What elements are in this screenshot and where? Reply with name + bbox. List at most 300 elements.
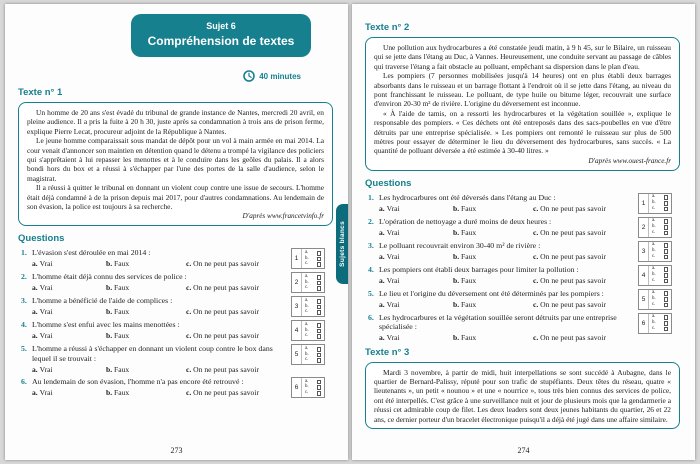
option-a[interactable] <box>379 228 453 237</box>
answer-letter: a. <box>652 314 656 320</box>
question-text: Les hydrocarbures et la végétation souillée seront détruits par une entreprise spécialisée : <box>379 312 617 332</box>
option-c[interactable] <box>533 204 606 213</box>
answer-checkbox[interactable] <box>664 219 669 224</box>
option-c[interactable] <box>186 388 259 397</box>
question-item <box>18 248 333 269</box>
answer-letter: c. <box>652 277 656 283</box>
subject-header <box>131 14 311 57</box>
answer-letter: b. <box>305 303 309 309</box>
answer-checkbox[interactable] <box>317 275 322 280</box>
option-letter: a. <box>379 275 387 285</box>
timer-label: 40 minutes <box>259 71 301 81</box>
answer-letter: c. <box>652 301 656 307</box>
answer-checkbox[interactable] <box>317 347 322 352</box>
answer-letter: c. <box>652 253 656 259</box>
question-number: 4. <box>21 320 27 330</box>
answer-checkbox[interactable] <box>317 334 322 339</box>
answer-box-number: 6 <box>292 378 302 397</box>
question-options <box>32 365 285 374</box>
answer-box-rows <box>649 218 671 237</box>
answer-letter: a. <box>652 242 656 248</box>
option-b[interactable] <box>106 283 186 292</box>
question-body <box>32 320 285 341</box>
question-item <box>18 272 333 293</box>
option-b[interactable] <box>106 307 186 316</box>
answer-checkbox[interactable] <box>664 231 669 236</box>
option-letter: b. <box>106 364 115 374</box>
answer-letter: a. <box>652 290 656 296</box>
answer-checkbox[interactable] <box>317 310 322 315</box>
answer-checkbox[interactable] <box>664 315 669 320</box>
option-a[interactable] <box>32 365 106 374</box>
question-body <box>32 377 285 398</box>
option-a[interactable] <box>32 388 106 397</box>
option-label: Faux <box>114 307 130 317</box>
option-letter: b. <box>106 283 115 293</box>
answer-row <box>305 262 321 267</box>
answer-checkbox[interactable] <box>664 321 669 326</box>
answer-checkbox[interactable] <box>317 323 322 328</box>
answer-checkbox[interactable] <box>664 201 669 206</box>
option-label: Faux <box>114 331 130 341</box>
answer-box-number: 6 <box>639 314 649 333</box>
answer-letter: b. <box>652 295 656 301</box>
answer-row <box>652 327 668 332</box>
answer-row <box>652 249 668 254</box>
answer-row <box>652 255 668 260</box>
answer-box <box>638 217 672 238</box>
question-number: 5. <box>21 344 27 354</box>
option-label: Vrai <box>386 333 400 343</box>
answer-letter: b. <box>652 247 656 253</box>
answer-checkbox[interactable] <box>317 251 322 256</box>
paragraph: Mardi 3 novembre, à partir de midi, huit interpellations se sont succédé à Aubagne, dans le quartier de Bernard-Palissy, réputé pour son trafic de stupéfiants. Deux têtes du réseau, quatre « lieutenants », un petit « nounou » et une « nourrice », tous très bien connus des services de police, ont été interpellés. C'est grâce à une surveillance nuit et jour de plusieurs mois que la gendarmerie a réussi cet admirable coup de filet. Les deux leaders sont deux jeunes habitants du quartier, 26 et 22 ans, ce dernier porteur d'un bracelet électronique puisqu'il a déjà été jugé dans une affaire similaire. <box>374 367 671 424</box>
question-item <box>365 193 680 214</box>
option-label: On ne peut pas savoir <box>193 364 259 374</box>
answer-checkbox[interactable] <box>664 243 669 248</box>
answer-box-number: 4 <box>292 321 302 340</box>
answer-checkbox[interactable] <box>317 305 322 310</box>
question-options <box>32 259 285 268</box>
question-text: Au lendemain de son évasion, l'homme n'a pas encore été retrouvé : <box>32 377 244 387</box>
source-credit: D'après www.ouest-france.fr <box>588 156 671 165</box>
answer-row <box>305 358 321 363</box>
option-b[interactable] <box>453 204 533 213</box>
answer-checkbox[interactable] <box>664 195 669 200</box>
option-letter: a. <box>32 259 40 269</box>
questions-heading-left: Questions <box>18 233 65 245</box>
answer-checkbox[interactable] <box>664 249 669 254</box>
question-body <box>32 296 285 317</box>
question-text: L'homme était déjà connu des services de police : <box>32 272 187 282</box>
question-item <box>365 313 680 343</box>
answer-letter: a. <box>652 218 656 224</box>
answer-box-number: 4 <box>639 266 649 285</box>
option-label: Vrai <box>386 251 400 261</box>
timer-badge <box>18 70 301 82</box>
answer-row <box>305 323 321 328</box>
paragraph: « À l'aide de tamis, on a ressorti les hydrocarbures et la végétation souillée », explique le responsable des pompiers. « Ces déchets ont été entreposés dans des sacs-poubelles en vue d'être détruits par une entreprise spécialisée. » Les pompiers ont remonté le ruisseau sur plus de 500 mètres pour essayer de déterminer le lieu du déversement des hydrocarbures, sans succès. « La quantité de polluant déversée a été estimée à 30-40 litres. » <box>374 108 671 156</box>
option-label: Vrai <box>386 275 400 285</box>
answer-row <box>305 299 321 304</box>
option-letter: c. <box>186 259 194 269</box>
option-letter: c. <box>186 388 194 398</box>
option-label: Faux <box>114 388 130 398</box>
option-label: Vrai <box>39 364 53 374</box>
answer-row <box>305 334 321 339</box>
option-label: Faux <box>114 364 130 374</box>
option-b[interactable] <box>453 333 533 342</box>
answer-row <box>305 275 321 280</box>
answer-checkbox[interactable] <box>317 299 322 304</box>
answer-box-rows <box>302 249 324 268</box>
question-body <box>379 265 632 286</box>
paragraph: Il a réussi à quitter le tribunal en donnant un violent coup contre une issue de secours. L'homme était déjà condamné à de la prison depuis mai 2017, pour d'autres condamnations. Au lendemain de son évasion, la police est toujours à sa recherche. <box>27 183 324 211</box>
option-a[interactable] <box>32 283 106 292</box>
option-label: Vrai <box>39 388 53 398</box>
texte-3-heading: Texte n° 3 <box>365 346 410 358</box>
option-label: Vrai <box>39 331 53 341</box>
question-number: 5. <box>368 288 374 298</box>
option-label: Vrai <box>39 307 53 317</box>
option-label: On ne peut pas savoir <box>540 251 606 261</box>
answer-letter: b. <box>305 255 309 261</box>
option-label: On ne peut pas savoir <box>193 331 259 341</box>
clock-icon <box>243 70 255 82</box>
question-item <box>365 217 680 238</box>
option-label: Vrai <box>39 283 53 293</box>
option-letter: b. <box>106 259 115 269</box>
question-options <box>32 388 285 397</box>
answer-row <box>305 347 321 352</box>
option-letter: a. <box>32 388 40 398</box>
answer-row <box>305 310 321 315</box>
answer-box-rows <box>302 378 324 397</box>
option-b[interactable] <box>106 388 186 397</box>
answer-letter: a. <box>305 273 309 279</box>
answer-box <box>638 193 672 214</box>
question-number: 2. <box>21 272 27 282</box>
question-item <box>365 265 680 286</box>
answer-checkbox[interactable] <box>664 291 669 296</box>
option-letter: c. <box>186 307 194 317</box>
option-label: On ne peut pas savoir <box>540 203 606 213</box>
page-number-left: 273 <box>170 446 183 455</box>
answer-checkbox[interactable] <box>664 279 669 284</box>
answer-box-number: 3 <box>639 242 649 261</box>
option-label: On ne peut pas savoir <box>540 299 606 309</box>
answer-checkbox[interactable] <box>317 262 322 267</box>
answer-letter: c. <box>305 389 309 395</box>
option-b[interactable] <box>453 276 533 285</box>
answer-letter: c. <box>652 229 656 235</box>
answer-letter: c. <box>305 333 309 339</box>
option-b[interactable] <box>453 228 533 237</box>
answer-box-rows <box>649 242 671 261</box>
question-item <box>18 296 333 317</box>
texte-2-heading: Texte n° 2 <box>365 22 410 33</box>
question-options <box>379 252 632 261</box>
option-label: Faux <box>114 283 130 293</box>
option-letter: a. <box>32 307 40 317</box>
answer-checkbox[interactable] <box>317 380 322 385</box>
question-text: Les hydrocarbures ont été déversés dans l'étang au Duc : <box>379 192 556 202</box>
option-b[interactable] <box>453 252 533 261</box>
questions-list-left <box>18 248 333 398</box>
answer-row <box>305 391 321 396</box>
option-b[interactable] <box>106 259 186 268</box>
answer-letter: b. <box>652 271 656 277</box>
answer-checkbox[interactable] <box>317 391 322 396</box>
question-number: 6. <box>368 312 374 322</box>
answer-letter: a. <box>305 378 309 384</box>
option-label: Vrai <box>386 203 400 213</box>
option-letter: a. <box>379 251 387 261</box>
option-a[interactable] <box>32 259 106 268</box>
answer-letter: b. <box>305 351 309 357</box>
answer-checkbox[interactable] <box>317 257 322 262</box>
option-letter: a. <box>32 364 40 374</box>
texte-2-box <box>365 37 680 171</box>
answer-box-number: 5 <box>639 290 649 309</box>
texte-1-heading: Texte n° 1 <box>18 87 63 98</box>
option-c[interactable] <box>186 283 259 292</box>
option-a[interactable] <box>32 331 106 340</box>
option-label: On ne peut pas savoir <box>193 259 259 269</box>
answer-checkbox[interactable] <box>664 297 669 302</box>
answer-letter: b. <box>652 319 656 325</box>
question-options <box>379 276 632 285</box>
question-text: L'homme a réussi à s'échapper en donnant un violent coup contre le box dans lequel il se trouvait : <box>32 344 273 363</box>
answer-box-number: 2 <box>639 218 649 237</box>
question-body <box>32 248 285 269</box>
option-letter: b. <box>453 333 462 343</box>
answer-checkbox[interactable] <box>664 225 669 230</box>
page-left-content <box>5 4 348 398</box>
option-label: Faux <box>461 203 477 213</box>
subject-title: Compréhension de textes <box>147 34 295 48</box>
question-text: Le lieu et l'origine du déversement ont été déterminés par les pompiers : <box>379 288 604 298</box>
option-c[interactable] <box>186 307 259 316</box>
answer-letter: b. <box>652 223 656 229</box>
source-credit: D'après www.francetvinfo.fr <box>242 212 324 221</box>
option-a[interactable] <box>379 333 453 342</box>
option-b[interactable] <box>106 331 186 340</box>
option-label: Faux <box>461 251 477 261</box>
page-number-right: 274 <box>517 446 530 455</box>
option-letter: b. <box>453 275 462 285</box>
answer-checkbox[interactable] <box>664 255 669 260</box>
option-letter: a. <box>379 227 387 237</box>
option-a[interactable] <box>379 276 453 285</box>
option-letter: b. <box>453 299 462 309</box>
option-c[interactable] <box>186 259 259 268</box>
answer-box <box>291 296 325 317</box>
option-letter: b. <box>453 203 462 213</box>
answer-letter: a. <box>305 345 309 351</box>
question-item <box>365 289 680 310</box>
option-label: Vrai <box>386 299 400 309</box>
option-letter: b. <box>106 388 115 398</box>
answer-letter: c. <box>305 357 309 363</box>
answer-checkbox[interactable] <box>317 353 322 358</box>
option-letter: b. <box>106 331 115 341</box>
page-left <box>5 4 348 460</box>
option-letter: a. <box>379 333 387 343</box>
question-body <box>379 289 632 310</box>
option-letter: c. <box>533 275 541 285</box>
answer-checkbox[interactable] <box>317 329 322 334</box>
question-options <box>32 307 285 316</box>
answer-row <box>652 297 668 302</box>
answer-box-number: 3 <box>292 297 302 316</box>
answer-checkbox[interactable] <box>317 286 322 291</box>
option-c[interactable] <box>533 333 606 342</box>
option-a[interactable] <box>379 204 453 213</box>
option-label: Vrai <box>386 227 400 237</box>
option-c[interactable] <box>533 252 606 261</box>
option-a[interactable] <box>32 307 106 316</box>
paragraph: Une pollution aux hydrocarbures a été constatée jeudi matin, à 9 h 45, sur le Bilaire, un ruisseau qui se jette dans l'étang au Duc, à Vannes. Heureusement, une conduite servant au passage de câbles qui traverse l'étang a fait obstacle au polluant, empêchant sa dispersion dans le plan d'eau. <box>374 43 671 71</box>
answer-row <box>652 207 668 212</box>
question-number: 1. <box>368 192 374 202</box>
answer-box <box>638 265 672 286</box>
option-c[interactable] <box>533 276 606 285</box>
answer-letter: b. <box>305 279 309 285</box>
answer-box <box>291 248 325 269</box>
option-a[interactable] <box>379 252 453 261</box>
answer-letter: c. <box>305 285 309 291</box>
question-text: L'homme a bénéficié de l'aide de complices : <box>32 296 173 306</box>
answer-box <box>291 377 325 398</box>
option-letter: a. <box>379 299 387 309</box>
option-letter: a. <box>32 331 40 341</box>
question-text: L'opération de nettoyage a duré moins de deux heures : <box>379 216 552 226</box>
question-number: 2. <box>368 216 374 226</box>
paragraph: Le jeune homme comparaissait sous mandat de dépôt pour un vol à main armée en mai 2014. La cour venait d'annoncer son maintien en détention quand le détenu a trompé la vigilance des policiers qui s'apprêtaient à lui repasser les menottes et à le conduire dans les geôles du palais. Il a alors bondi hors du box et a réussi à s'échapper par l'une des portes de la salle d'audience, selon le magistrat. <box>27 136 324 183</box>
paragraph: Un homme de 20 ans s'est évadé du tribunal de grande instance de Nantes, mercredi 20 avril, en pleine audience. Il a pris la fuite à 20 h 30, juste après sa condamnation à trois ans de prison ferme, explique Pierre Lecat, procureur adjoint de la République à Nantes. <box>27 108 324 136</box>
option-letter: b. <box>453 251 462 261</box>
answer-checkbox[interactable] <box>317 385 322 390</box>
side-tab-label: Sujets blancs <box>338 221 346 267</box>
answer-checkbox[interactable] <box>317 281 322 286</box>
answer-box <box>638 241 672 262</box>
option-label: Vrai <box>39 259 53 269</box>
question-options <box>32 283 285 292</box>
answer-row <box>652 201 668 206</box>
answer-checkbox[interactable] <box>317 358 322 363</box>
question-body <box>32 344 285 374</box>
answer-row <box>305 286 321 291</box>
question-text: L'évasion s'est déroulée en mai 2014 : <box>32 248 151 258</box>
option-letter: a. <box>32 283 40 293</box>
question-item <box>365 241 680 262</box>
answer-letter: a. <box>652 266 656 272</box>
answer-box <box>291 344 325 365</box>
answer-box-number: 2 <box>292 273 302 292</box>
option-letter: c. <box>533 203 541 213</box>
answer-checkbox[interactable] <box>664 273 669 278</box>
question-body <box>379 217 632 238</box>
option-a[interactable] <box>379 300 453 309</box>
question-number: 4. <box>368 264 374 274</box>
question-number: 6. <box>21 377 27 387</box>
option-letter: c. <box>533 227 541 237</box>
page-right <box>352 4 695 460</box>
option-label: On ne peut pas savoir <box>193 307 259 317</box>
option-c[interactable] <box>533 228 606 237</box>
answer-letter: b. <box>652 199 656 205</box>
option-c[interactable] <box>186 365 259 374</box>
answer-letter: c. <box>652 205 656 211</box>
answer-box-rows <box>649 194 671 213</box>
question-options <box>379 228 632 237</box>
page-right-content <box>352 4 695 429</box>
answer-box <box>638 313 672 334</box>
question-number: 3. <box>368 240 374 250</box>
answer-checkbox[interactable] <box>664 207 669 212</box>
option-label: Faux <box>461 227 477 237</box>
answer-letter: c. <box>305 261 309 267</box>
option-letter: c. <box>186 364 194 374</box>
answer-letter: a. <box>305 321 309 327</box>
texte-1-box <box>18 102 333 226</box>
option-label: Faux <box>461 299 477 309</box>
answer-letter: a. <box>652 194 656 200</box>
question-body <box>32 272 285 293</box>
question-options <box>32 331 285 340</box>
question-body <box>379 313 632 343</box>
option-c[interactable] <box>186 331 259 340</box>
option-label: Faux <box>461 275 477 285</box>
option-letter: b. <box>453 227 462 237</box>
side-tab[interactable] <box>336 204 348 284</box>
question-options <box>379 204 632 213</box>
question-item <box>18 344 333 374</box>
subject-label: Sujet 6 <box>206 21 236 31</box>
option-label: Faux <box>114 259 130 269</box>
paragraph: Les pompiers (7 personnes mobilisées jusqu'à 14 heures) ont en plus établi deux barrages absorbants dans le ruisseau et un barrage flottant à l'endroit où il se jette dans l'étang, au niveau du pont franchissant le ruisseau. Le polluant, de type huile ou bitume léger, recouvrait une surface d'environ 20-30 m² de rivière. L'origine du déversement est inconnue. <box>374 71 671 109</box>
answer-box-rows <box>302 321 324 340</box>
option-label: Faux <box>461 333 477 343</box>
answer-letter: a. <box>305 297 309 303</box>
answer-row <box>652 279 668 284</box>
option-label: On ne peut pas savoir <box>540 333 606 343</box>
answer-letter: c. <box>652 325 656 331</box>
answer-checkbox[interactable] <box>664 267 669 272</box>
option-b[interactable] <box>453 300 533 309</box>
option-letter: c. <box>533 251 541 261</box>
answer-box-rows <box>302 273 324 292</box>
answer-checkbox[interactable] <box>664 303 669 308</box>
answer-row <box>652 321 668 326</box>
question-number: 3. <box>21 296 27 306</box>
option-label: On ne peut pas savoir <box>540 275 606 285</box>
answer-box-rows <box>649 266 671 285</box>
option-label: On ne peut pas savoir <box>193 283 259 293</box>
question-text: Le polluant recouvrait environ 30-40 m² de rivière : <box>379 240 541 250</box>
answer-row <box>652 303 668 308</box>
question-body <box>379 193 632 214</box>
option-c[interactable] <box>533 300 606 309</box>
answer-letter: b. <box>305 327 309 333</box>
answer-row <box>652 225 668 230</box>
option-b[interactable] <box>106 365 186 374</box>
question-number: 1. <box>21 248 27 258</box>
answer-checkbox[interactable] <box>664 327 669 332</box>
question-item <box>18 320 333 341</box>
texte-3-box <box>365 362 680 429</box>
